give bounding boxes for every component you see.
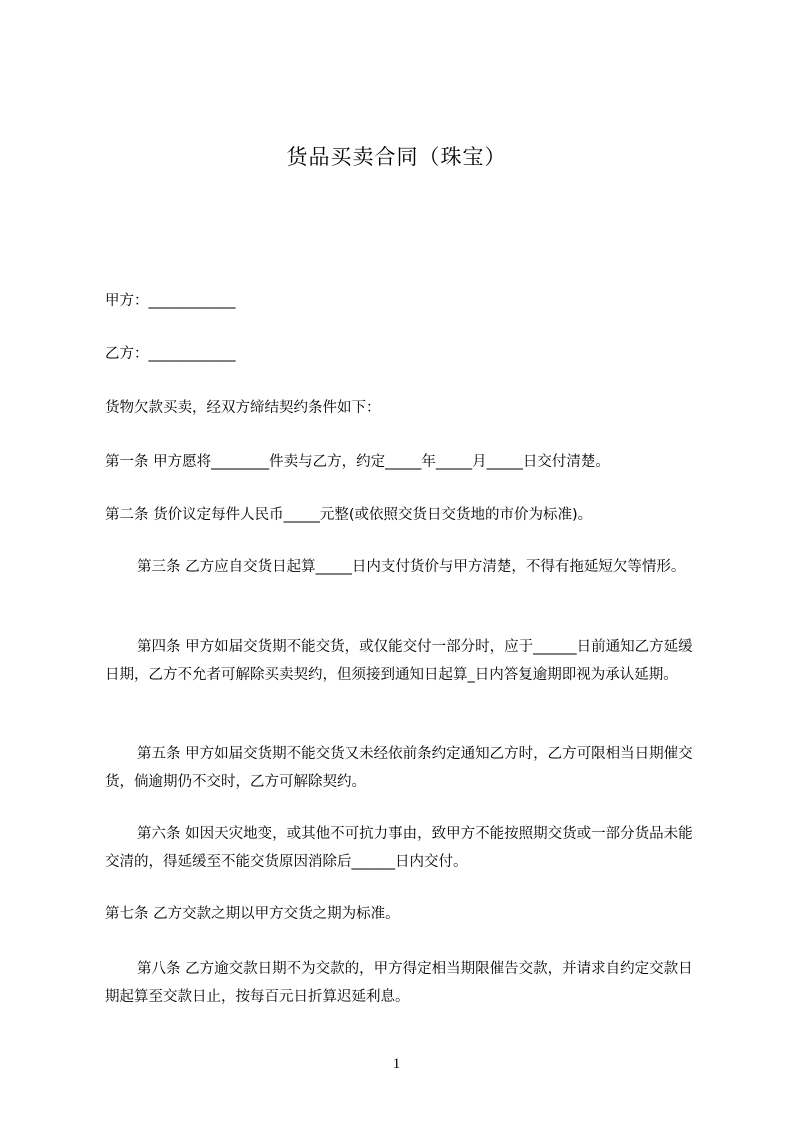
- article-7: 第七条 乙方交款之期以甲方交货之期为标准。: [105, 906, 400, 922]
- article-1: 第一条 甲方愿将________件卖与乙方，约定_____年_____月_____日交付清楚。: [105, 454, 610, 470]
- article-3: 第三条 乙方应自交货日起算_____日内支付货价与甲方清楚，不得有拖延短欠等情形。: [137, 559, 686, 575]
- party-a-line: 甲方：____________: [105, 293, 236, 309]
- article-8: 第八条 乙方逾交款日期不为交款的，甲方得定相当期限催告交款，并请求自约定交款日期起算至交款日止，按每百元日折算迟延利息。: [105, 961, 693, 1005]
- article-5: 第五条 甲方如届交货期不能交货又未经依前条约定通知乙方时，乙方可限相当日期催交货，倘逾期仍不交时，乙方可解除契约。: [105, 746, 693, 790]
- article-2: 第二条 货价议定每件人民币_____元整(或依照交货日交货地的市价为标准)。: [105, 507, 593, 523]
- party-b-line: 乙方：____________: [105, 346, 236, 362]
- document-title: 货品买卖合同（珠宝）: [286, 145, 507, 169]
- page-number: 1: [392, 1056, 401, 1072]
- preamble: 货物欠款买卖，经双方缔结契约条件如下：: [105, 400, 381, 416]
- article-4: 第四条 甲方如届交货期不能交货，或仅能交付一部分时，应于______日前通知乙方延缓日期，乙方不允者可解除买卖契约，但须接到通知日起算_日内答复逾期即视为承认延期。: [105, 639, 693, 683]
- article-6: 第六条 如因天灾地变，或其他不可抗力事由，致甲方不能按照期交货或一部分货品未能交清的，得延缓至不能交货原因消除后______日内交付。: [105, 826, 693, 870]
